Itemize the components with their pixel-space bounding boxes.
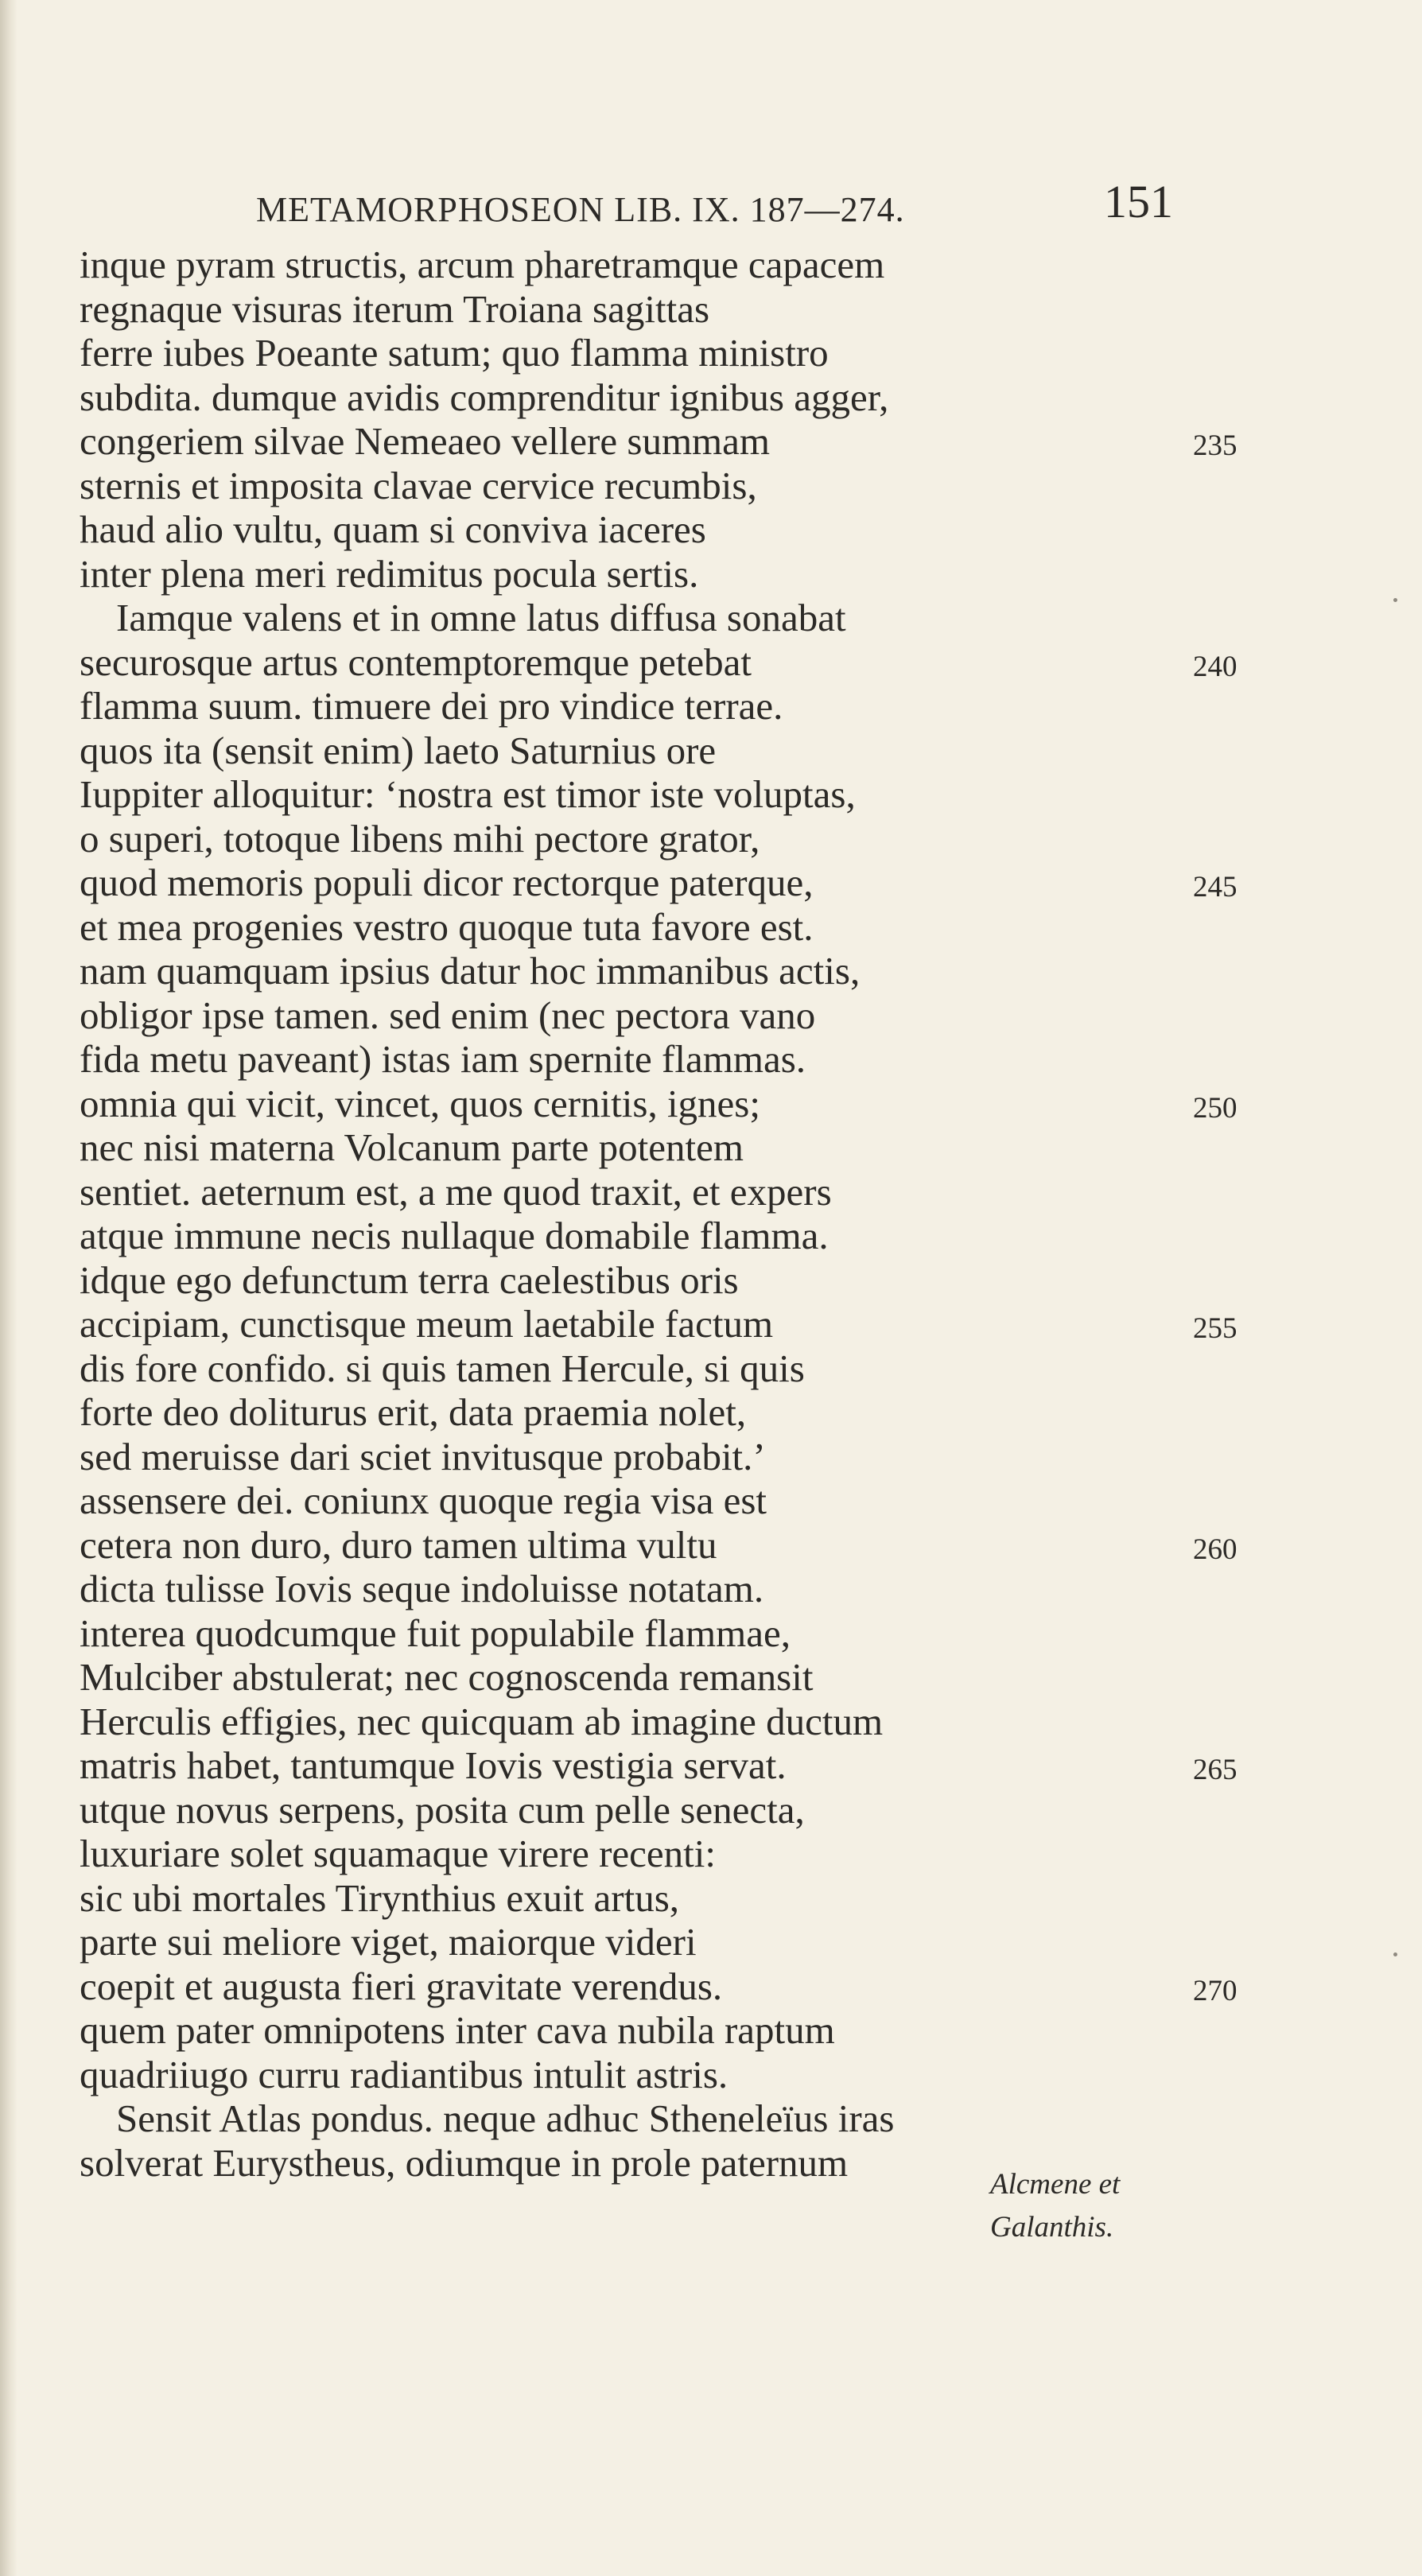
verse-text: luxuriare solet squamaque virere recenti: bbox=[80, 1832, 716, 1875]
verse-line bbox=[80, 993, 1422, 1038]
verse-line bbox=[80, 1302, 1422, 1346]
line-number: 240 bbox=[1193, 650, 1237, 683]
paper-speck bbox=[1393, 1952, 1397, 1956]
line-number: 255 bbox=[1193, 1312, 1237, 1345]
verse-line bbox=[80, 375, 1422, 420]
verse-line bbox=[80, 772, 1422, 817]
page-number: 151 bbox=[1104, 176, 1173, 227]
verse-line bbox=[80, 1920, 1422, 1964]
verse-text: obligor ipse tamen. sed enim (nec pectora vano bbox=[80, 993, 816, 1037]
verse-text: coepit et augusta fieri gravitate verendus. bbox=[80, 1964, 723, 2008]
verse-line bbox=[80, 552, 1422, 596]
verse-text: idque ego defunctum terra caelestibus oris bbox=[80, 1257, 739, 1302]
verse-line bbox=[80, 596, 1422, 640]
verse-text: Iamque valens et in omne latus diffusa sonabat bbox=[116, 596, 846, 639]
verse-line bbox=[80, 1258, 1422, 1303]
verse-line bbox=[80, 1655, 1422, 1700]
verse-line bbox=[80, 1788, 1422, 1832]
verse-line bbox=[80, 1125, 1422, 1170]
verse-text: quem pater omnipotens inter cava nubila raptum bbox=[80, 2008, 835, 2052]
paper-speck bbox=[1393, 598, 1397, 602]
verse-text: matris habet, tantumque Iovis vestigia servat. bbox=[80, 1743, 787, 1787]
verse-line bbox=[80, 684, 1422, 729]
verse-text: sed meruisse dari sciet invitusque probabit.’ bbox=[80, 1434, 766, 1478]
verse-line bbox=[80, 1478, 1422, 1523]
verse-text: et mea progenies vestro quoque tuta favore est. bbox=[80, 904, 814, 949]
verse-text: nec nisi materna Volcanum parte potentem bbox=[80, 1125, 744, 1169]
verse-line bbox=[80, 464, 1422, 508]
verse-text: dis fore confido. si quis tamen Hercule, si quis bbox=[80, 1346, 805, 1390]
verse-line bbox=[80, 243, 1422, 287]
line-number: 245 bbox=[1193, 871, 1237, 903]
verse-line bbox=[80, 817, 1422, 861]
verse-line bbox=[80, 1832, 1422, 1876]
verse-line bbox=[80, 1346, 1422, 1391]
verse-text: subdita. dumque avidis comprenditur ignibus agger, bbox=[80, 375, 889, 419]
verse-text: sternis et imposita clavae cervice recumbis, bbox=[80, 463, 757, 507]
verse-text: atque immune necis nullaque domabile flamma. bbox=[80, 1214, 829, 1257]
verse-line bbox=[80, 1523, 1422, 1568]
verse-text: parte sui meliore viget, maiorque videri bbox=[80, 1920, 697, 1964]
verse-text: cetera non duro, duro tamen ultima vultu bbox=[80, 1522, 717, 1567]
verse-text: quod memoris populi dicor rectorque paterque, bbox=[80, 861, 814, 904]
page-gutter-shadow bbox=[0, 0, 17, 2576]
verse-line bbox=[80, 1214, 1422, 1258]
verse-text: quos ita (sensit enim) laeto Saturnius ore bbox=[80, 728, 717, 772]
verse-line bbox=[80, 2096, 1422, 2141]
verse-text: congeriem silvae Nemeaeo vellere summam bbox=[80, 419, 771, 463]
verse-text: inque pyram structis, arcum pharetramque capacem bbox=[80, 243, 885, 286]
verse-text: regnaque visuras iterum Troiana sagittas bbox=[80, 286, 710, 331]
verse-text: Herculis effigies, nec quicquam ab imagine ductum bbox=[80, 1699, 884, 1743]
line-number: 235 bbox=[1193, 429, 1237, 462]
margin-note-line: Alcmene et bbox=[990, 2168, 1121, 2201]
verse-line bbox=[80, 1037, 1422, 1082]
verse-line bbox=[80, 729, 1422, 773]
verse-text: solverat Eurystheus, odiumque in prole paternum bbox=[80, 2140, 849, 2185]
verse-line bbox=[80, 1567, 1422, 1611]
verse-line bbox=[80, 1082, 1422, 1126]
running-title: METAMORPHOSEON LIB. IX. 187—274. bbox=[256, 190, 905, 229]
verse-text: Sensit Atlas pondus. neque adhuc Stheneleïus iras bbox=[116, 2096, 895, 2140]
verse-block bbox=[80, 243, 1422, 2185]
line-number: 265 bbox=[1193, 1754, 1237, 1786]
margin-note bbox=[990, 2163, 1229, 2249]
verse-text: utque novus serpens, posita cum pelle senecta, bbox=[80, 1787, 805, 1832]
verse-line bbox=[80, 1611, 1422, 1656]
line-number: 260 bbox=[1193, 1533, 1237, 1566]
verse-line bbox=[80, 2053, 1422, 2097]
verse-text: interea quodcumque fuit populabile flammae, bbox=[80, 1610, 791, 1655]
verse-text: omnia qui vicit, vincet, quos cernitis, ignes; bbox=[80, 1081, 760, 1125]
verse-line bbox=[80, 2008, 1422, 2053]
verse-text: inter plena meri redimitus pocula sertis. bbox=[80, 551, 699, 596]
line-number: 250 bbox=[1193, 1091, 1237, 1125]
verse-line bbox=[80, 1435, 1422, 1479]
margin-note-line: Galanthis. bbox=[990, 2211, 1114, 2244]
verse-text: quadriiugo curru radiantibus intulit astris. bbox=[80, 2052, 728, 2096]
verse-text: haud alio vultu, quam si conviva iaceres bbox=[80, 507, 706, 551]
verse-text: dicta tulisse Iovis seque indoluisse notatam. bbox=[80, 1567, 764, 1610]
verse-line bbox=[80, 507, 1422, 552]
verse-text: accipiam, cunctisque meum laetabile factum bbox=[80, 1302, 774, 1346]
line-number: 270 bbox=[1193, 1974, 1237, 2007]
verse-line bbox=[80, 1390, 1422, 1435]
verse-text: sic ubi mortales Tirynthius exuit artus, bbox=[80, 1875, 680, 1920]
verse-line bbox=[80, 1170, 1422, 1214]
verse-line bbox=[80, 949, 1422, 993]
verse-text: Mulciber abstulerat; nec cognoscenda remansit bbox=[80, 1655, 814, 1699]
verse-text: o superi, totoque libens mihi pectore grator, bbox=[80, 816, 760, 861]
verse-line bbox=[80, 1700, 1422, 1744]
verse-text: forte deo doliturus erit, data praemia nolet, bbox=[80, 1390, 747, 1434]
verse-line bbox=[80, 331, 1422, 375]
verse-text: assensere dei. coniunx quoque regia visa est bbox=[80, 1478, 767, 1522]
verse-text: flamma suum. timuere dei pro vindice terrae. bbox=[80, 684, 783, 728]
running-head bbox=[0, 159, 1422, 254]
verse-line bbox=[80, 905, 1422, 950]
verse-line bbox=[80, 640, 1422, 685]
verse-text: fida metu paveant) istas iam spernite flammas. bbox=[80, 1037, 806, 1081]
verse-line bbox=[80, 861, 1422, 905]
verse-text: Iuppiter alloquitur: ‘nostra est timor iste voluptas, bbox=[80, 772, 856, 816]
verse-text: ferre iubes Poeante satum; quo flamma ministro bbox=[80, 331, 829, 375]
verse-line bbox=[80, 419, 1422, 464]
verse-line bbox=[80, 1743, 1422, 1788]
verse-text: nam quamquam ipsius datur hoc immanibus actis, bbox=[80, 949, 861, 993]
verse-line bbox=[80, 1964, 1422, 2009]
verse-text: sentiet. aeternum est, a me quod traxit, et expers bbox=[80, 1169, 832, 1214]
verse-line bbox=[80, 1876, 1422, 1921]
verse-line bbox=[80, 287, 1422, 332]
verse-text: securosque artus contemptoremque petebat bbox=[80, 639, 752, 684]
